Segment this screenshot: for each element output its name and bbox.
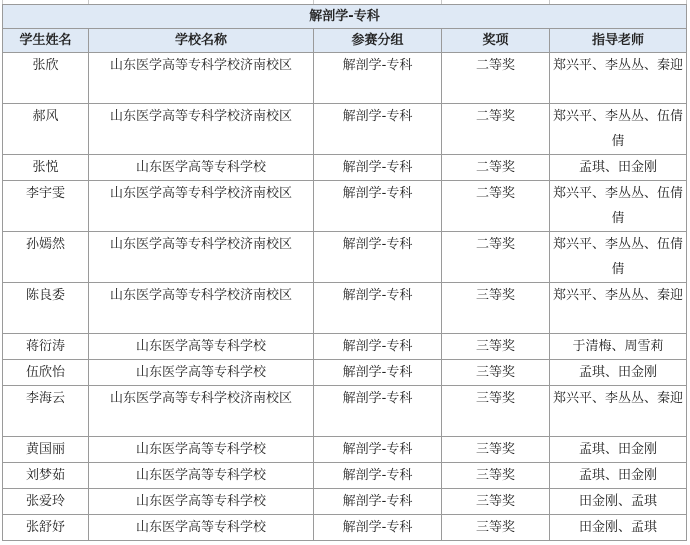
award: 二等奖 — [442, 181, 550, 232]
competition-group: 解剖学-专科 — [314, 386, 442, 437]
student-name: 孙嫣然 — [3, 232, 89, 283]
column-header-group: 参赛分组 — [314, 29, 442, 53]
school-name: 山东医学高等专科学校 — [89, 515, 314, 541]
advisors: 郑兴平、李丛丛、伍倩倩 — [550, 104, 687, 155]
table-row — [3, 386, 687, 437]
competition-group: 解剖学-专科 — [314, 155, 442, 181]
competition-group: 解剖学-专科 — [314, 334, 442, 360]
school-name: 山东医学高等专科学校济南校区 — [89, 283, 314, 334]
advisors: 孟琪、田金刚 — [550, 360, 687, 386]
student-name: 张舒妤 — [3, 515, 89, 541]
table-row — [3, 53, 687, 104]
award: 二等奖 — [442, 155, 550, 181]
student-name: 李宇雯 — [3, 181, 89, 232]
school-name: 山东医学高等专科学校济南校区 — [89, 232, 314, 283]
advisors: 于清梅、周雪莉 — [550, 334, 687, 360]
award: 三等奖 — [442, 437, 550, 463]
student-name: 蒋衍涛 — [3, 334, 89, 360]
column-header-teacher: 指导老师 — [550, 29, 687, 53]
table-row — [3, 360, 687, 386]
award: 二等奖 — [442, 104, 550, 155]
student-name: 张悦 — [3, 155, 89, 181]
advisors: 田金刚、孟琪 — [550, 515, 687, 541]
student-name: 郝风 — [3, 104, 89, 155]
student-name: 李海云 — [3, 386, 89, 437]
award: 三等奖 — [442, 334, 550, 360]
school-name: 山东医学高等专科学校济南校区 — [89, 53, 314, 104]
school-name: 山东医学高等专科学校 — [89, 360, 314, 386]
school-name: 山东医学高等专科学校 — [89, 463, 314, 489]
award: 三等奖 — [442, 515, 550, 541]
award: 三等奖 — [442, 283, 550, 334]
table-row — [3, 437, 687, 463]
award: 三等奖 — [442, 386, 550, 437]
student-name: 张欣 — [3, 53, 89, 104]
table-row — [3, 489, 687, 515]
award: 三等奖 — [442, 489, 550, 515]
advisors: 孟琪、田金刚 — [550, 463, 687, 489]
table-row — [3, 463, 687, 489]
award: 三等奖 — [442, 463, 550, 489]
school-name: 山东医学高等专科学校济南校区 — [89, 386, 314, 437]
table-row — [3, 515, 687, 541]
table-row — [3, 283, 687, 334]
competition-group: 解剖学-专科 — [314, 53, 442, 104]
competition-group: 解剖学-专科 — [314, 283, 442, 334]
student-name: 伍欣怡 — [3, 360, 89, 386]
award-table — [2, 4, 687, 541]
table-row — [3, 232, 687, 283]
award: 三等奖 — [442, 360, 550, 386]
table-row — [3, 155, 687, 181]
advisors: 郑兴平、李丛丛、秦迎 — [550, 53, 687, 104]
school-name: 山东医学高等专科学校 — [89, 334, 314, 360]
advisors: 郑兴平、李丛丛、秦迎 — [550, 386, 687, 437]
advisors: 田金刚、孟琪 — [550, 489, 687, 515]
table-title: 解剖学-专科 — [3, 5, 687, 29]
competition-group: 解剖学-专科 — [314, 360, 442, 386]
advisors: 孟琪、田金刚 — [550, 437, 687, 463]
advisors: 郑兴平、李丛丛、伍倩倩 — [550, 181, 687, 232]
competition-group: 解剖学-专科 — [314, 463, 442, 489]
student-name: 刘梦茹 — [3, 463, 89, 489]
award: 二等奖 — [442, 53, 550, 104]
student-name: 陈良委 — [3, 283, 89, 334]
table-row — [3, 181, 687, 232]
advisors: 郑兴平、李丛丛、伍倩倩 — [550, 232, 687, 283]
table-row — [3, 334, 687, 360]
advisors: 孟琪、田金刚 — [550, 155, 687, 181]
column-header-school: 学校名称 — [89, 29, 314, 53]
award: 二等奖 — [442, 232, 550, 283]
school-name: 山东医学高等专科学校济南校区 — [89, 104, 314, 155]
student-name: 张爱玲 — [3, 489, 89, 515]
school-name: 山东医学高等专科学校 — [89, 155, 314, 181]
column-header-student: 学生姓名 — [3, 29, 89, 53]
competition-group: 解剖学-专科 — [314, 489, 442, 515]
column-header-award: 奖项 — [442, 29, 550, 53]
school-name: 山东医学高等专科学校 — [89, 437, 314, 463]
competition-group: 解剖学-专科 — [314, 232, 442, 283]
competition-group: 解剖学-专科 — [314, 437, 442, 463]
school-name: 山东医学高等专科学校 — [89, 489, 314, 515]
competition-group: 解剖学-专科 — [314, 515, 442, 541]
competition-group: 解剖学-专科 — [314, 104, 442, 155]
school-name: 山东医学高等专科学校济南校区 — [89, 181, 314, 232]
advisors: 郑兴平、李丛丛、秦迎 — [550, 283, 687, 334]
table-row — [3, 104, 687, 155]
competition-group: 解剖学-专科 — [314, 181, 442, 232]
student-name: 黄国丽 — [3, 437, 89, 463]
